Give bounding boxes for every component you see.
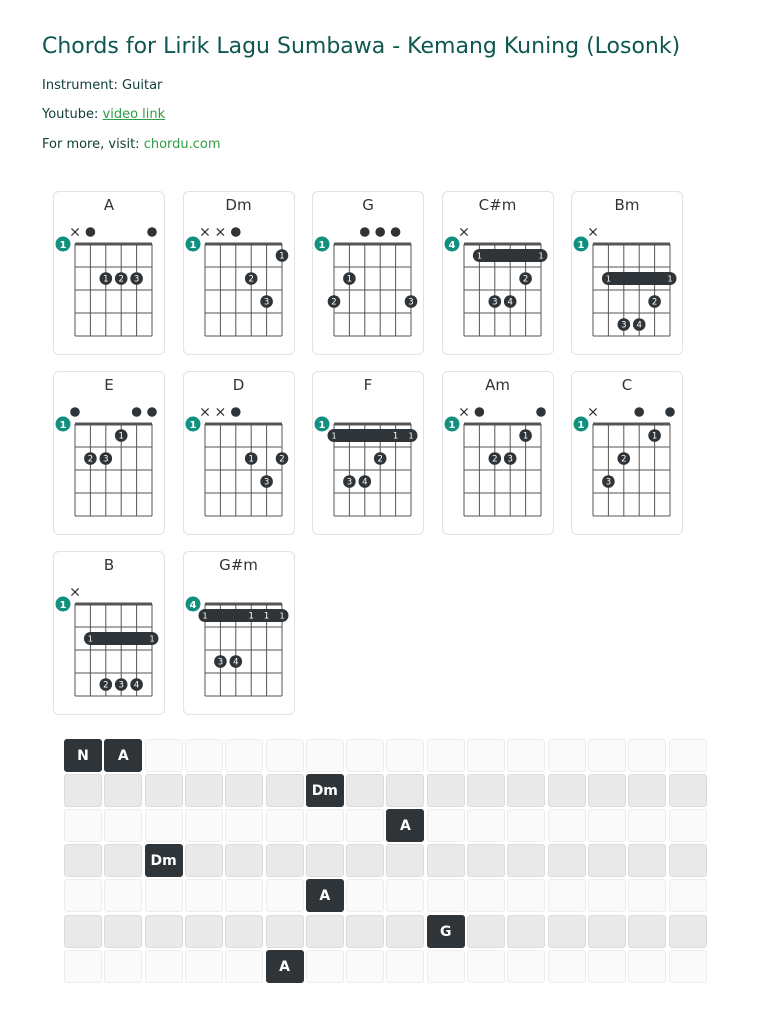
svg-text:1: 1 <box>346 274 353 285</box>
muted-string-icon <box>71 588 78 595</box>
progression-empty-cell <box>225 809 263 842</box>
more-label: For more, visit: <box>42 137 140 152</box>
chord-diagram <box>184 192 296 356</box>
muted-string-icon <box>201 408 208 415</box>
progression-empty-cell <box>588 739 626 772</box>
progression-empty-cell <box>225 774 263 807</box>
chord-card[interactable] <box>312 371 424 535</box>
progression-empty-cell <box>467 879 505 912</box>
progression-empty-cell <box>467 915 505 948</box>
finger-dot <box>260 295 273 308</box>
open-string-marker <box>536 407 546 417</box>
progression-empty-cell <box>266 739 304 772</box>
page-title: Chords for Lirik Lagu Sumbawa - Kemang Kuning (Losonk) <box>42 34 681 59</box>
open-string-marker <box>231 227 241 237</box>
chord-card[interactable] <box>53 191 165 355</box>
progression-empty-cell <box>427 739 465 772</box>
finger-dot <box>648 295 661 308</box>
progression-empty-cell <box>185 774 223 807</box>
svg-text:3: 3 <box>133 274 140 285</box>
progression-empty-cell <box>346 950 384 983</box>
svg-text:3: 3 <box>605 477 612 488</box>
progression-empty-cell <box>467 809 505 842</box>
chord-diagram <box>313 192 425 356</box>
progression-empty-cell <box>225 844 263 877</box>
svg-text:3: 3 <box>506 454 513 465</box>
progression-empty-cell <box>427 774 465 807</box>
progression-empty-cell <box>427 879 465 912</box>
svg-text:1: 1 <box>247 454 254 465</box>
finger-dot <box>633 318 646 331</box>
more-line <box>42 137 221 152</box>
open-string-marker <box>132 407 142 417</box>
base-fret-marker <box>315 237 330 252</box>
chord-diagram <box>572 372 684 536</box>
finger-dot <box>343 272 356 285</box>
svg-text:1: 1 <box>448 419 455 431</box>
svg-text:1: 1 <box>331 431 337 441</box>
chord-name: D <box>232 376 245 394</box>
progression-empty-cell <box>266 809 304 842</box>
progression-empty-cell <box>346 739 384 772</box>
svg-text:1: 1 <box>651 431 658 442</box>
svg-text:2: 2 <box>87 454 94 465</box>
progression-empty-cell <box>225 915 263 948</box>
svg-text:1: 1 <box>577 419 585 431</box>
svg-text:3: 3 <box>408 297 414 308</box>
muted-string-icon <box>589 408 596 415</box>
open-string-marker <box>70 407 80 417</box>
progression-chord[interactable]: Dm <box>306 774 344 807</box>
progression-empty-cell <box>64 879 102 912</box>
progression-empty-cell <box>145 950 183 983</box>
svg-text:2: 2 <box>103 680 109 691</box>
progression-empty-cell <box>64 844 102 877</box>
chord-name: G <box>362 196 374 214</box>
chord-card[interactable] <box>312 191 424 355</box>
progression-empty-cell <box>548 844 586 877</box>
svg-text:2: 2 <box>491 454 498 465</box>
progression-empty-cell <box>185 915 223 948</box>
progression-empty-cell <box>548 739 586 772</box>
progression-empty-cell <box>306 950 344 983</box>
progression-empty-cell <box>104 915 142 948</box>
svg-text:4: 4 <box>448 239 455 251</box>
progression-empty-cell <box>588 950 626 983</box>
progression-empty-cell <box>467 844 505 877</box>
svg-text:3: 3 <box>263 477 269 488</box>
svg-text:1: 1 <box>59 599 67 611</box>
chord-diagram <box>184 552 296 716</box>
progression-empty-cell <box>669 739 707 772</box>
progression-chord[interactable]: A <box>306 879 344 912</box>
svg-text:4: 4 <box>636 320 642 331</box>
open-string-marker <box>86 227 96 237</box>
progression-empty-cell <box>104 774 142 807</box>
progression-empty-cell <box>669 809 707 842</box>
finger-dot <box>260 475 273 488</box>
finger-dot <box>503 452 516 465</box>
progression-empty-cell <box>225 950 263 983</box>
finger-dot <box>359 475 372 488</box>
svg-text:2: 2 <box>331 297 337 308</box>
chord-card[interactable] <box>183 191 295 355</box>
progression-empty-cell <box>306 844 344 877</box>
chord-card[interactable] <box>571 371 683 535</box>
progression-empty-cell <box>386 915 424 948</box>
base-fret-marker <box>444 417 459 432</box>
progression-empty-cell <box>628 950 666 983</box>
barre <box>472 249 547 262</box>
progression-empty-cell <box>266 844 304 877</box>
progression-empty-cell <box>427 950 465 983</box>
finger-dot <box>244 272 257 285</box>
svg-text:4: 4 <box>506 297 513 308</box>
base-fret-marker <box>56 417 71 432</box>
base-fret-marker <box>574 417 589 432</box>
muted-string-icon <box>460 408 467 415</box>
progression-empty-cell <box>104 809 142 842</box>
progression-empty-cell <box>104 879 142 912</box>
progression-empty-cell <box>145 739 183 772</box>
progression-empty-cell <box>548 774 586 807</box>
chordu-link[interactable]: chordu.com <box>143 137 221 152</box>
progression-empty-cell <box>225 879 263 912</box>
svg-text:2: 2 <box>278 454 285 465</box>
youtube-label: Youtube: <box>42 107 99 122</box>
finger-dot <box>374 452 387 465</box>
chord-card[interactable] <box>442 191 554 355</box>
progression-empty-cell <box>185 879 223 912</box>
video-link[interactable]: video link <box>102 107 166 122</box>
svg-text:1: 1 <box>149 634 155 644</box>
progression-empty-cell <box>64 915 102 948</box>
chord-card[interactable] <box>183 371 295 535</box>
muted-string-icon <box>589 228 596 235</box>
chord-name: Am <box>485 376 510 394</box>
progression-empty-cell <box>104 844 142 877</box>
progression-chord[interactable]: A <box>266 950 304 983</box>
open-string-marker <box>634 407 644 417</box>
progression-empty-cell <box>669 879 707 912</box>
progression-empty-cell <box>346 915 384 948</box>
finger-dot <box>100 678 113 691</box>
progression-empty-cell <box>548 950 586 983</box>
finger-dot <box>130 678 143 691</box>
barre <box>328 429 418 442</box>
progression-empty-cell <box>185 739 223 772</box>
open-string-marker <box>231 407 241 417</box>
svg-text:3: 3 <box>346 477 353 488</box>
chord-name: Dm <box>225 196 252 214</box>
finger-dot <box>229 655 242 668</box>
progression-empty-cell <box>185 950 223 983</box>
chord-diagram <box>54 372 166 536</box>
svg-text:2: 2 <box>651 297 658 308</box>
svg-text:2: 2 <box>118 274 124 285</box>
progression-empty-cell <box>507 844 545 877</box>
finger-dot <box>260 609 273 622</box>
progression-chord[interactable]: A <box>386 809 424 842</box>
base-fret-marker <box>56 237 71 252</box>
base-fret-marker <box>56 597 71 612</box>
svg-text:1: 1 <box>278 251 285 262</box>
progression-empty-cell <box>467 774 505 807</box>
progression-empty-cell <box>628 774 666 807</box>
chord-diagram <box>54 552 166 716</box>
progression-empty-cell <box>427 844 465 877</box>
open-string-marker <box>375 227 385 237</box>
progression-empty-cell <box>548 809 586 842</box>
svg-text:1: 1 <box>318 419 326 431</box>
progression-empty-cell <box>346 809 384 842</box>
finger-dot <box>648 429 661 442</box>
open-string-marker <box>665 407 675 417</box>
barre <box>602 272 677 285</box>
progression-empty-cell <box>346 879 384 912</box>
svg-text:1: 1 <box>118 431 124 442</box>
progression-empty-cell <box>306 809 344 842</box>
progression-empty-cell <box>628 809 666 842</box>
progression-empty-cell <box>266 915 304 948</box>
base-fret-marker <box>315 417 330 432</box>
progression-empty-cell <box>467 739 505 772</box>
instrument-label: Instrument: <box>42 78 118 93</box>
barre <box>84 632 159 645</box>
progression-empty-cell <box>266 879 304 912</box>
base-fret-marker <box>444 237 459 252</box>
muted-string-icon <box>216 228 223 235</box>
progression-empty-cell <box>346 774 384 807</box>
finger-dot <box>115 429 128 442</box>
open-string-marker <box>147 407 157 417</box>
svg-text:1: 1 <box>605 274 611 284</box>
chord-card[interactable] <box>183 551 295 715</box>
chord-name: C <box>621 376 633 394</box>
finger-dot <box>328 295 341 308</box>
finger-dot <box>618 318 631 331</box>
progression-chord[interactable]: A <box>104 739 142 772</box>
svg-text:1: 1 <box>189 239 196 251</box>
base-fret-marker <box>185 237 200 252</box>
base-fret-marker <box>574 237 589 252</box>
svg-text:1: 1 <box>247 611 254 622</box>
chord-name: B <box>103 556 115 574</box>
progression-empty-cell <box>669 950 707 983</box>
svg-text:2: 2 <box>247 274 254 285</box>
progression-empty-cell <box>145 809 183 842</box>
muted-string-icon <box>460 228 467 235</box>
svg-text:1: 1 <box>201 611 208 621</box>
chord-card[interactable] <box>53 551 165 715</box>
progression-empty-cell <box>225 739 263 772</box>
progression-empty-cell <box>507 774 545 807</box>
progression-empty-cell <box>386 774 424 807</box>
svg-text:1: 1 <box>318 239 326 251</box>
svg-text:1: 1 <box>189 419 196 431</box>
progression-empty-cell <box>64 950 102 983</box>
svg-text:2: 2 <box>377 454 383 465</box>
progression-empty-cell <box>507 739 545 772</box>
svg-text:3: 3 <box>103 454 109 465</box>
finger-dot <box>244 609 257 622</box>
svg-text:4: 4 <box>362 477 368 488</box>
progression-empty-cell <box>266 774 304 807</box>
svg-text:3: 3 <box>621 320 627 331</box>
muted-string-icon <box>216 408 223 415</box>
progression-empty-cell <box>548 915 586 948</box>
open-string-marker <box>474 407 484 417</box>
chord-diagram <box>54 192 166 356</box>
progression-empty-cell <box>306 739 344 772</box>
progression-empty-cell <box>386 844 424 877</box>
progression-empty-cell <box>386 879 424 912</box>
progression-empty-cell <box>628 844 666 877</box>
progression-empty-cell <box>628 739 666 772</box>
svg-text:1: 1 <box>278 611 285 621</box>
finger-dot <box>244 452 257 465</box>
finger-dot <box>405 295 418 308</box>
progression-empty-cell <box>669 915 707 948</box>
finger-dot <box>488 452 501 465</box>
chord-name: G#m <box>219 556 258 574</box>
chord-name: E <box>104 376 114 394</box>
svg-text:1: 1 <box>476 251 482 261</box>
progression-empty-cell <box>346 844 384 877</box>
chord-diagram <box>443 192 555 356</box>
progression-empty-cell <box>588 809 626 842</box>
finger-dot <box>519 429 532 442</box>
svg-text:1: 1 <box>667 274 673 284</box>
progression-chord[interactable]: Dm <box>145 844 183 877</box>
finger-dot <box>115 678 128 691</box>
progression-empty-cell <box>588 774 626 807</box>
svg-text:2: 2 <box>522 274 528 285</box>
svg-text:1: 1 <box>522 431 528 442</box>
finger-dot <box>100 452 113 465</box>
finger-dot <box>84 452 97 465</box>
svg-text:1: 1 <box>59 419 67 431</box>
progression-empty-cell <box>145 915 183 948</box>
chord-diagram <box>443 372 555 536</box>
youtube-line <box>42 107 165 122</box>
progression-empty-cell <box>507 809 545 842</box>
finger-dot <box>618 452 631 465</box>
progression-empty-cell <box>507 879 545 912</box>
chord-card[interactable] <box>53 371 165 535</box>
chord-card[interactable] <box>571 191 683 355</box>
finger-dot <box>602 475 615 488</box>
progression-empty-cell <box>548 879 586 912</box>
svg-text:2: 2 <box>621 454 627 465</box>
base-fret-marker <box>185 597 200 612</box>
finger-dot <box>343 475 356 488</box>
svg-text:1: 1 <box>537 251 544 261</box>
muted-string-icon <box>71 228 78 235</box>
progression-empty-cell <box>588 844 626 877</box>
chord-name: Bm <box>614 196 640 214</box>
svg-text:3: 3 <box>263 297 269 308</box>
finger-dot <box>503 295 516 308</box>
svg-text:4: 4 <box>189 599 196 611</box>
finger-dot <box>275 249 288 262</box>
svg-text:1: 1 <box>408 431 414 441</box>
progression-empty-cell <box>185 809 223 842</box>
chord-card[interactable] <box>442 371 554 535</box>
instrument-value: Guitar <box>122 78 163 93</box>
chord-name: F <box>363 376 373 394</box>
svg-text:1: 1 <box>103 274 109 285</box>
svg-text:4: 4 <box>133 680 140 691</box>
chord-diagram <box>313 372 425 536</box>
finger-dot <box>214 655 227 668</box>
progression-empty-cell <box>306 915 344 948</box>
progression-empty-cell <box>145 879 183 912</box>
progression-empty-cell <box>64 809 102 842</box>
svg-text:1: 1 <box>263 611 269 622</box>
progression-empty-cell <box>507 915 545 948</box>
progression-empty-cell <box>104 950 142 983</box>
progression-empty-cell <box>427 809 465 842</box>
progression-empty-cell <box>145 774 183 807</box>
progression-empty-cell <box>628 915 666 948</box>
progression-empty-cell <box>588 915 626 948</box>
finger-dot <box>488 295 501 308</box>
svg-text:3: 3 <box>118 680 124 691</box>
svg-text:1: 1 <box>87 634 93 644</box>
progression-empty-cell <box>64 774 102 807</box>
muted-string-icon <box>201 228 208 235</box>
progression-chord[interactable]: N <box>64 739 102 772</box>
progression-empty-cell <box>588 879 626 912</box>
progression-empty-cell <box>467 950 505 983</box>
base-fret-marker <box>185 417 200 432</box>
svg-text:1: 1 <box>392 431 399 442</box>
finger-dot <box>100 272 113 285</box>
svg-text:3: 3 <box>217 657 223 668</box>
open-string-marker <box>391 227 401 237</box>
progression-chord[interactable]: G <box>427 915 465 948</box>
finger-dot <box>275 452 288 465</box>
progression-empty-cell <box>386 739 424 772</box>
chord-name: A <box>103 196 115 214</box>
svg-text:1: 1 <box>59 239 67 251</box>
chord-diagram <box>572 192 684 356</box>
instrument-line <box>42 78 162 93</box>
finger-dot <box>130 272 143 285</box>
progression-empty-cell <box>386 950 424 983</box>
progression-empty-cell <box>669 844 707 877</box>
svg-text:4: 4 <box>232 657 239 668</box>
progression-empty-cell <box>185 844 223 877</box>
chord-name: C#m <box>478 196 517 214</box>
finger-dot <box>519 272 532 285</box>
progression-empty-cell <box>507 950 545 983</box>
svg-text:3: 3 <box>491 297 498 308</box>
open-string-marker <box>147 227 157 237</box>
progression-empty-cell <box>669 774 707 807</box>
progression-empty-cell <box>628 879 666 912</box>
finger-dot <box>389 429 402 442</box>
chord-diagram <box>184 372 296 536</box>
open-string-marker <box>360 227 370 237</box>
finger-dot <box>115 272 128 285</box>
barre <box>198 609 288 622</box>
svg-text:1: 1 <box>577 239 585 251</box>
